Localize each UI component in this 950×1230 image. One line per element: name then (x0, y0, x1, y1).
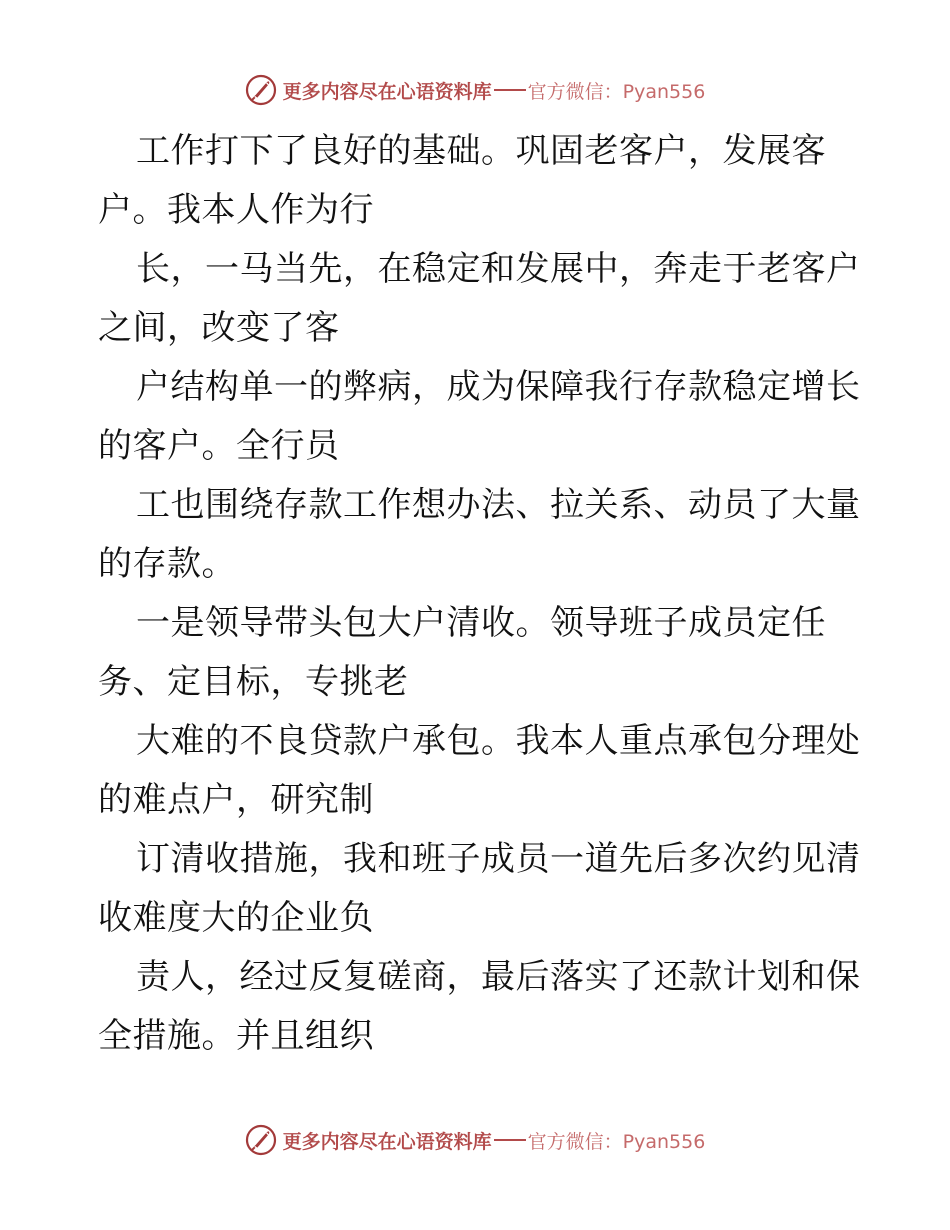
body-line: 的存款。 (98, 544, 236, 584)
header-promo-text: 更多内容尽在心语资料库 (282, 80, 492, 103)
body-line: 的客户。全行员 (98, 426, 340, 466)
body-line: 全措施。并且组织 (98, 1016, 374, 1056)
header-dash (494, 89, 526, 91)
body-line: 务、定目标，专挑老 (98, 662, 409, 702)
document-body (98, 122, 861, 1066)
body-line: 工也围绕存款工作想办法、拉关系、动员了大量 (136, 485, 861, 525)
quill-pen-logo-icon (245, 1124, 277, 1156)
footer-promo-text: 更多内容尽在心语资料库 (282, 1130, 492, 1153)
body-line: 长，一马当先，在稳定和发展中，奔走于老客户 (136, 249, 861, 289)
body-line: 工作打下了良好的基础。巩固老客户，发展客 (136, 131, 826, 171)
body-line: 之间，改变了客 (98, 308, 340, 348)
body-line: 一是领导带头包大户清收。领导班子成员定任 (136, 603, 826, 643)
body-line: 户。我本人作为行 (98, 190, 374, 230)
body-line: 责人，经过反复磋商，最后落实了还款计划和保 (136, 957, 861, 997)
body-line: 户结构单一的弊病，成为保障我行存款稳定增长 (136, 367, 861, 407)
header-banner (0, 70, 950, 110)
footer-banner (0, 1120, 950, 1160)
body-line: 收难度大的企业负 (98, 898, 374, 938)
body-line: 大难的不良贷款户承包。我本人重点承包分理处 (136, 721, 861, 761)
footer-wechat-text: 官方微信：Pyan556 (527, 1130, 706, 1153)
body-line: 的难点户，研究制 (98, 780, 374, 820)
quill-pen-logo-icon (245, 74, 277, 106)
footer-dash (494, 1139, 526, 1141)
body-line: 订清收措施，我和班子成员一道先后多次约见清 (136, 839, 861, 879)
header-wechat-text: 官方微信：Pyan556 (527, 80, 706, 103)
